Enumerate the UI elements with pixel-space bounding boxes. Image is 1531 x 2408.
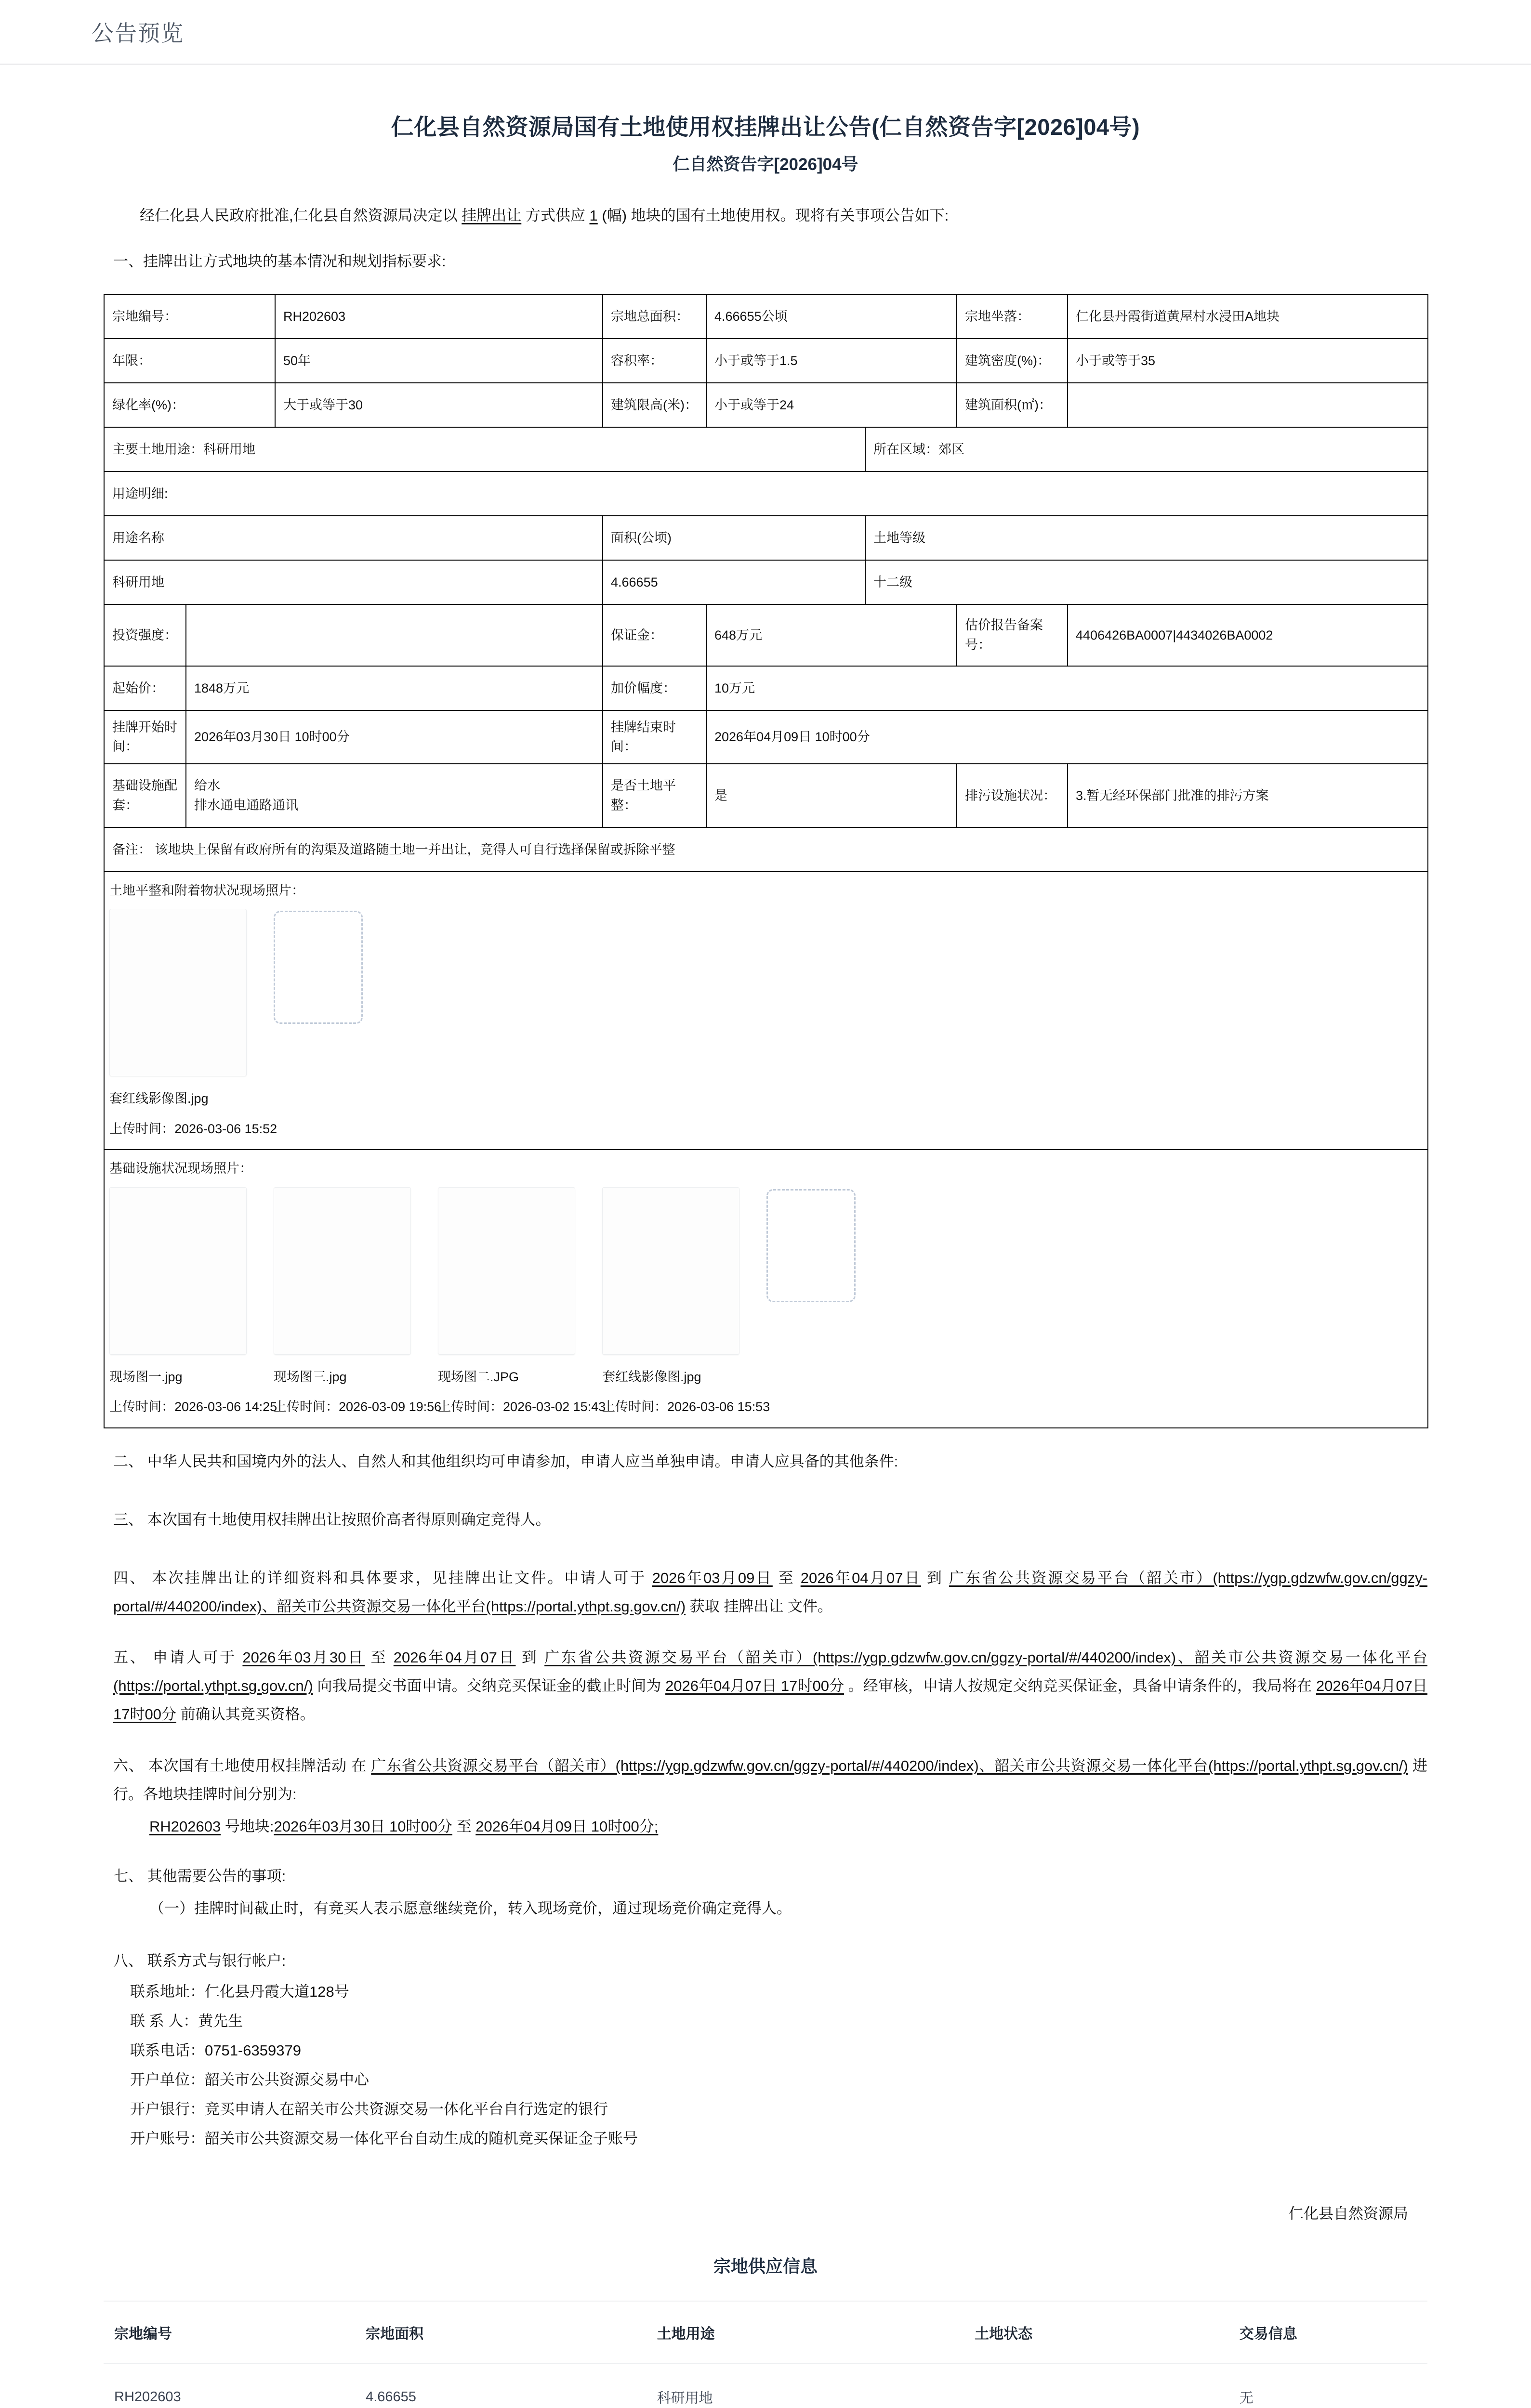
- section-4-platform-link[interactable]: 广东省公共资源交易平台（韶关市）(https://ygp.gdzwfw.gov.cn/ggzy-portal/#/440200/index)、韶关市公共资源交易一体化平台(https://portal.ythpt.sg.gov.cn/): [113, 1569, 1428, 1615]
- photo-item[interactable]: [109, 909, 277, 1139]
- table-row: [104, 516, 1428, 560]
- document-subtitle: 仁自然资告字[2026]04号: [673, 155, 858, 174]
- intro-method: 挂牌出让: [462, 207, 522, 224]
- cell-label-green-ratio: 绿化率(%)：: [104, 383, 275, 427]
- cell-photos-leveling: [104, 872, 1428, 1150]
- photo-filename: 现场图一.jpg: [109, 1369, 183, 1384]
- table-row-photos-infrastructure: [104, 1150, 1428, 1428]
- photos-leveling-label: 土地平整和附着物状况现场照片：: [109, 883, 304, 898]
- cell-label-total-area: 宗地总面积：: [603, 294, 706, 339]
- section-5-qualify-deadline: 2026年04月07日 17时00分: [113, 1677, 1427, 1723]
- cell-label-listing-start: 挂牌开始时间：: [104, 710, 186, 764]
- cell-main-land-use: 主要土地用途：科研用地: [104, 427, 865, 471]
- cell-value-listing-end: 2026年04月09日 10时00分: [706, 710, 1428, 764]
- supply-table-title: 宗地供应信息: [713, 2256, 818, 2276]
- intro-text-3: (幅) 地块的国有土地使用权。现将有关事项公告如下:: [602, 207, 949, 224]
- table-row: [104, 2364, 1427, 2408]
- table-row: [104, 666, 1428, 710]
- section-4-paragraph: [104, 1564, 1427, 1621]
- photo-filename: 现场图三.jpg: [274, 1369, 347, 1384]
- cell-value-total-area: 4.66655公顷: [706, 294, 957, 339]
- cell-use-name: 科研用地: [104, 560, 603, 604]
- photo-filename: 现场图二.JPG: [438, 1369, 519, 1384]
- cell-value-height-limit: 小于或等于24: [706, 383, 957, 427]
- section-8-heading: 八、 联系方式与银行帐户:: [113, 1952, 286, 1969]
- col-header-parcel-area: 宗地面积: [355, 2301, 647, 2364]
- col-header-trade-info: 交易信息: [1229, 2301, 1427, 2364]
- section-6-lot-end: 2026年04月09日 10时00分;: [475, 1818, 659, 1835]
- photo-list-leveling: [107, 902, 1425, 1141]
- section-4-date-from: 2026年03月09日: [652, 1569, 773, 1586]
- upload-box-icon[interactable]: [274, 911, 363, 1024]
- cell-label-investment-intensity: 投资强度：: [104, 604, 186, 666]
- cell-label-far: 容积率：: [603, 339, 706, 383]
- section-4-text-b: 到: [926, 1569, 944, 1586]
- cell-land-status: [964, 2364, 1229, 2408]
- table-row: [104, 339, 1428, 383]
- cell-use-detail-label: 用途明细:: [104, 471, 1428, 516]
- cell-value-building-density: 小于或等于35: [1068, 339, 1428, 383]
- table-row-photos-leveling: [104, 872, 1428, 1150]
- photo-filename: 套红线影像图.jpg: [602, 1369, 701, 1384]
- bank-account-unit: 开户单位：韶关市公共资源交易中心: [130, 2071, 369, 2089]
- section-5-date-from: 2026年03月30日: [242, 1649, 365, 1666]
- table-row: [104, 827, 1428, 872]
- section-4-date-to: 2026年04月07日: [800, 1569, 921, 1586]
- photo-thumbnail[interactable]: [109, 1187, 247, 1355]
- cell-land-use: 科研用地: [647, 2364, 964, 2408]
- photo-upload-time: 上传时间：2026-03-06 15:53: [602, 1400, 770, 1414]
- bank-name: 开户银行：竞买申请人在韶关市公共资源交易一体化平台自行选定的银行: [130, 2100, 608, 2118]
- section-2-paragraph: 二、 中华人民共和国境内外的法人、自然人和其他组织均可申请参加，申请人应当单独申请。申请人应具备的其他条件:: [113, 1453, 898, 1470]
- section-6-lot-start: 2026年03月30日 10时00分: [274, 1818, 452, 1835]
- cell-value-investment-intensity: [186, 604, 603, 666]
- document-body: [0, 65, 1531, 2408]
- cell-value-term: 50年: [275, 339, 603, 383]
- section-5-date-to: 2026年04月07日: [393, 1649, 516, 1666]
- cell-header-land-grade: 土地等级: [865, 516, 1428, 560]
- photo-upload-placeholder[interactable]: [766, 1187, 856, 1302]
- cell-land-grade: 十二级: [865, 560, 1428, 604]
- table-row: [104, 604, 1428, 666]
- section-6-platform-link[interactable]: 广东省公共资源交易平台（韶关市）(https://ygp.gdzwfw.gov.cn/ggzy-portal/#/440200/index)、韶关市公共资源交易一体化平台(https://portal.ythpt.sg.gov.cn/): [371, 1757, 1408, 1775]
- cell-header-use-area: 面积(公顷): [603, 516, 865, 560]
- parcel-supply-table: [104, 2301, 1427, 2408]
- photo-item[interactable]: [438, 1187, 606, 1417]
- page-header: [0, 0, 1531, 65]
- cell-label-bid-increment: 加价幅度：: [603, 666, 706, 710]
- cell-value-parcel-no: RH202603: [275, 294, 603, 339]
- issuer-signature: 仁化县自然资源局: [1289, 2205, 1408, 2222]
- cell-trade-info: 无: [1229, 2364, 1427, 2408]
- cell-value-green-ratio: 大于或等于30: [275, 383, 603, 427]
- cell-value-start-price: 1848万元: [186, 666, 603, 710]
- cell-label-start-price: 起始价：: [104, 666, 186, 710]
- photo-upload-time: 上传时间：2026-03-06 15:52: [109, 1121, 277, 1136]
- section-5-text-a: 五、 申请人可于: [113, 1649, 237, 1666]
- cell-parcel-no: RH202603: [104, 2364, 355, 2408]
- cell-label-valuation-no: 估价报告备案号：: [957, 604, 1068, 666]
- photo-item[interactable]: [602, 1187, 770, 1417]
- cell-value-deposit: 648万元: [706, 604, 957, 666]
- intro-text-2: 方式供应: [525, 207, 585, 224]
- section-5-to: 至: [370, 1649, 388, 1666]
- photo-item[interactable]: [274, 1187, 442, 1417]
- photos-infrastructure-label: 基础设施状况现场照片：: [109, 1161, 252, 1176]
- document-title: 仁化县自然资源局国有土地使用权挂牌出让公告(仁自然资告字[2026]04号): [391, 114, 1140, 140]
- cell-value-valuation-no: 4406426BA0007|4434026BA0002: [1068, 604, 1428, 666]
- section-5-text-e: 前确认其竞买资格。: [180, 1706, 315, 1723]
- section-5-text-b: 到: [521, 1649, 539, 1666]
- section-6-lot-line: [104, 1813, 1427, 1841]
- upload-box-icon[interactable]: [766, 1189, 856, 1302]
- cell-value-infrastructure: [186, 764, 603, 827]
- section-6-lot-mid: 号地块:: [224, 1818, 274, 1835]
- cell-value-far: 小于或等于1.5: [706, 339, 957, 383]
- infrastructure-line-2: 排水通电通路通讯: [194, 798, 298, 812]
- cell-value-floor-area: [1068, 383, 1428, 427]
- col-header-land-status: 土地状态: [964, 2301, 1229, 2364]
- table-row: [104, 383, 1428, 427]
- cell-remarks: 备注： 该地块上保留有政府所有的沟渠及道路随土地一并出让，竞得人可自行选择保留或拆除平整: [104, 827, 1428, 872]
- section-5-text-d: 。经审核，申请人按规定交纳竞买保证金，具备申请条件的，我局将在: [848, 1677, 1312, 1695]
- photo-list-infrastructure: [107, 1180, 1425, 1420]
- cell-label-land-leveled: 是否土地平整：: [603, 764, 706, 827]
- table-header-row: [104, 2301, 1427, 2364]
- cell-value-location: 仁化县丹霞街道黄屋村水浸田A地块: [1068, 294, 1428, 339]
- table-row: [104, 560, 1428, 604]
- intro-count: 1: [589, 207, 598, 224]
- contact-address: 联系地址：仁化县丹霞大道128号: [130, 1983, 349, 2001]
- cell-label-deposit: 保证金：: [603, 604, 706, 666]
- section-6-lot-to: 至: [456, 1818, 472, 1835]
- cell-value-listing-start: 2026年03月30日 10时00分: [186, 710, 603, 764]
- cell-label-term: 年限：: [104, 339, 275, 383]
- cell-label-listing-end: 挂牌结束时间：: [603, 710, 706, 764]
- land-parcel-table: [104, 294, 1428, 1428]
- section-6-text-a: 六、 本次国有土地使用权挂牌活动 在: [113, 1757, 367, 1775]
- cell-label-building-density: 建筑密度(%)：: [957, 339, 1068, 383]
- section-5-text-c: 向我局提交书面申请。交纳竞买保证金的截止时间为: [317, 1677, 661, 1695]
- cell-region: 所在区域：郊区: [865, 427, 1428, 471]
- photo-thumbnail[interactable]: [438, 1187, 575, 1355]
- section-5-platform-link[interactable]: 广东省公共资源交易平台（韶关市）(https://ygp.gdzwfw.gov.cn/ggzy-portal/#/440200/index)、韶关市公共资源交易一体化平台(https://portal.ythpt.sg.gov.cn/): [113, 1649, 1427, 1695]
- cell-header-use-name: 用途名称: [104, 516, 603, 560]
- cell-use-area: 4.66655: [603, 560, 865, 604]
- photo-thumbnail[interactable]: [274, 1187, 411, 1355]
- section-4-text-a: 四、 本次挂牌出让的详细资料和具体要求，见挂牌出让文件。申请人可于: [113, 1569, 647, 1586]
- section-7-heading: 七、 其他需要公告的事项:: [113, 1867, 286, 1885]
- section-4-to: 至: [778, 1569, 795, 1586]
- cell-value-bid-increment: 10万元: [706, 666, 1428, 710]
- cell-parcel-area: 4.66655: [355, 2364, 647, 2408]
- section-3-paragraph: 三、 本次国有土地使用权挂牌出让按照价高者得原则确定竞得人。: [113, 1511, 551, 1528]
- section-6-paragraph: [104, 1752, 1427, 1809]
- col-header-parcel-no: 宗地编号: [104, 2301, 355, 2364]
- section-1-heading: 一、挂牌出让方式地块的基本情况和规划指标要求:: [113, 253, 446, 270]
- table-row: [104, 427, 1428, 471]
- table-row: [104, 710, 1428, 764]
- cell-label-sewage: 排污设施状况：: [957, 764, 1068, 827]
- section-6-text-b: 进行。各地块挂牌时间分别为:: [113, 1757, 1427, 1803]
- photo-upload-placeholder[interactable]: [274, 909, 363, 1024]
- photo-upload-time: 上传时间：2026-03-09 19:56: [274, 1400, 442, 1414]
- table-row: [104, 764, 1428, 827]
- cell-value-land-leveled: 是: [706, 764, 957, 827]
- photo-thumbnail[interactable]: [109, 909, 247, 1076]
- cell-label-location: 宗地坐落：: [957, 294, 1068, 339]
- contact-person: 联 系 人：黄先生: [130, 2013, 243, 2030]
- intro-paragraph: [104, 202, 1427, 229]
- section-7-item-1: （一）挂牌时间截止时，有竞买人表示愿意继续竞价，转入现场竞价，通过现场竞价确定竞得人。: [149, 1899, 792, 1917]
- photo-upload-time: 上传时间：2026-03-02 15:43: [438, 1400, 606, 1414]
- cell-label-floor-area: 建筑面积(㎡)：: [957, 383, 1068, 427]
- photo-upload-time: 上传时间：2026-03-06 14:25: [109, 1400, 277, 1414]
- cell-label-parcel-no: 宗地编号：: [104, 294, 275, 339]
- bank-account-no: 开户账号：韶关市公共资源交易一体化平台自动生成的随机竞买保证金子账号: [130, 2130, 638, 2147]
- table-row: [104, 294, 1428, 339]
- section-5-deposit-deadline: 2026年04月07日 17时00分: [665, 1677, 845, 1695]
- col-header-land-use: 土地用途: [647, 2301, 964, 2364]
- page-title: 公告预览: [92, 21, 184, 46]
- section-5-paragraph: [104, 1644, 1427, 1729]
- photo-filename: 套红线影像图.jpg: [109, 1091, 209, 1106]
- cell-value-sewage: 3.暂无经环保部门批准的排污方案: [1068, 764, 1428, 827]
- cell-label-infrastructure: 基础设施配套：: [104, 764, 186, 827]
- cell-photos-infrastructure: [104, 1150, 1428, 1428]
- section-4-text-c: 获取 挂牌出让 文件。: [689, 1597, 833, 1615]
- cell-label-height-limit: 建筑限高(米)：: [603, 383, 706, 427]
- intro-text-1: 经仁化县人民政府批准,仁化县自然资源局决定以: [140, 207, 458, 224]
- infrastructure-line-1: 给水: [194, 778, 220, 793]
- table-row: [104, 471, 1428, 516]
- photo-thumbnail[interactable]: [602, 1187, 739, 1355]
- section-6-lot-no: RH202603: [149, 1818, 221, 1835]
- photo-item[interactable]: [109, 1187, 277, 1417]
- contact-phone: 联系电话：0751-6359379: [130, 2042, 301, 2059]
